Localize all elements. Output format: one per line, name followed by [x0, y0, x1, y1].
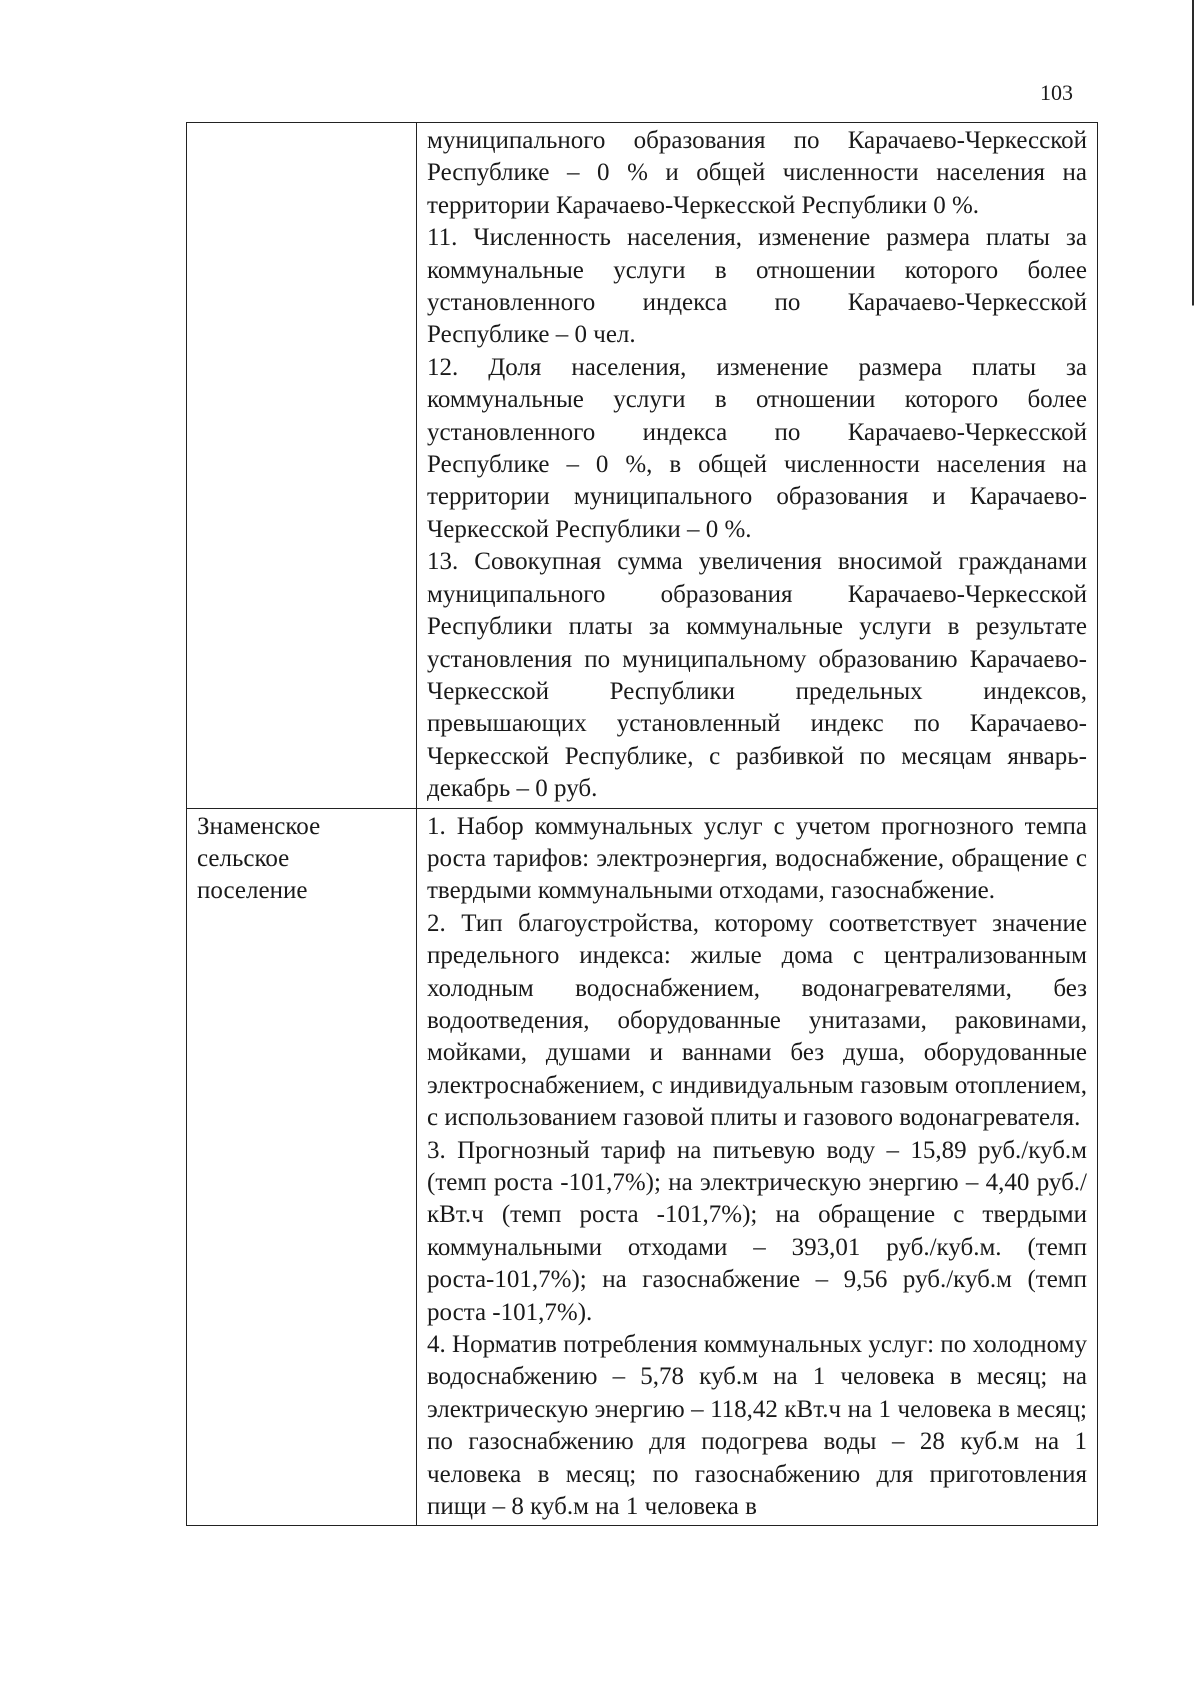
- paragraph-item-12: 12. Доля населения, изменение размера платы за коммунальные услуги в отношении которого более установленного индекса по Карачаево-Черкесской Республике – 0 %, в общей численности населения на территории муниципального образования и Карачаево-Черкесской Республики – 0 %.: [427, 353, 1087, 543]
- municipality-name-line: поселение: [197, 877, 308, 905]
- scan-edge-line: [1192, 0, 1194, 1697]
- paragraph-item-1: 1. Набор коммунальных услуг с учетом прогнозного темпа роста тарифов: электроэнергия, водоснабжение, обращение с твердыми коммунальными отходами, газоснабжение.: [427, 812, 1087, 905]
- paragraph-item-11: 11. Численность населения, изменение размера платы за коммунальные услуги в отношении которого более установленного индекса по Карачаево-Черкесской Республике – 0 чел.: [427, 224, 1087, 349]
- table-row: [187, 808, 1098, 1526]
- page-number: 103: [1040, 80, 1073, 105]
- description-cell: [417, 123, 1098, 809]
- paragraph-item-3: 3. Прогнозный тариф на питьевую воду – 15,89 руб./куб.м (темп роста -101,7%); на электрическую энергию – 4,40 руб./кВт.ч (темп роста -101,7%); на обращение с твердыми коммунальными отходами – 393,01 руб./куб.м. (темп роста-101,7%); на газоснабжение – 9,56 руб./куб.м (темп роста -101,7%).: [427, 1136, 1087, 1326]
- table-row: [187, 123, 1098, 809]
- municipality-cell: [187, 123, 417, 809]
- paragraph-continuation: муниципального образования по Карачаево-Черкесской Республике – 0 % и общей численности населения на территории Карачаево-Черкесской Республики 0 %.: [427, 127, 1087, 219]
- paragraph-item-4: 4. Норматив потребления коммунальных услуг: по холодному водоснабжению – 5,78 куб.м на 1 человека в месяц; на электрическую энергию – 118,42 кВт.ч на 1 человека в месяц; по газоснабжению для подогрева воды – 28 куб.м на 1 человека в месяц; по газоснабжению для приготовления пищи – 8 куб.м на 1 человека в: [427, 1331, 1087, 1521]
- municipality-name-line: Знаменское: [197, 812, 321, 840]
- municipality-cell: [187, 808, 417, 1526]
- paragraph-item-2: 2. Тип благоустройства, которому соответствует значение предельного индекса: жилые дома с централизованным холодным водоснабжением, водонагревателями, без водоотведения, оборудованные унитазами, раковинами, мойками, душами и ваннами без душа, оборудованные электроснабжением, с индивидуальным газовым отоплением, с использованием газовой плиты и газового водонагревателя.: [427, 909, 1087, 1132]
- municipality-name-line: сельское: [197, 844, 290, 872]
- paragraph-item-13: 13. Совокупная сумма увеличения вносимой гражданами муниципального образования Карачаево-Черкесской Республики платы за коммунальные услуги в результате установления по муниципальному образованию Карачаево-Черкесской Республики предельных индексов, превышающих установленный индекс по Карачаево-Черкесской Республике, с разбивкой по месяцам январь-декабрь – 0 руб.: [427, 548, 1087, 803]
- content-table: [186, 122, 1098, 1526]
- description-cell: [417, 808, 1098, 1526]
